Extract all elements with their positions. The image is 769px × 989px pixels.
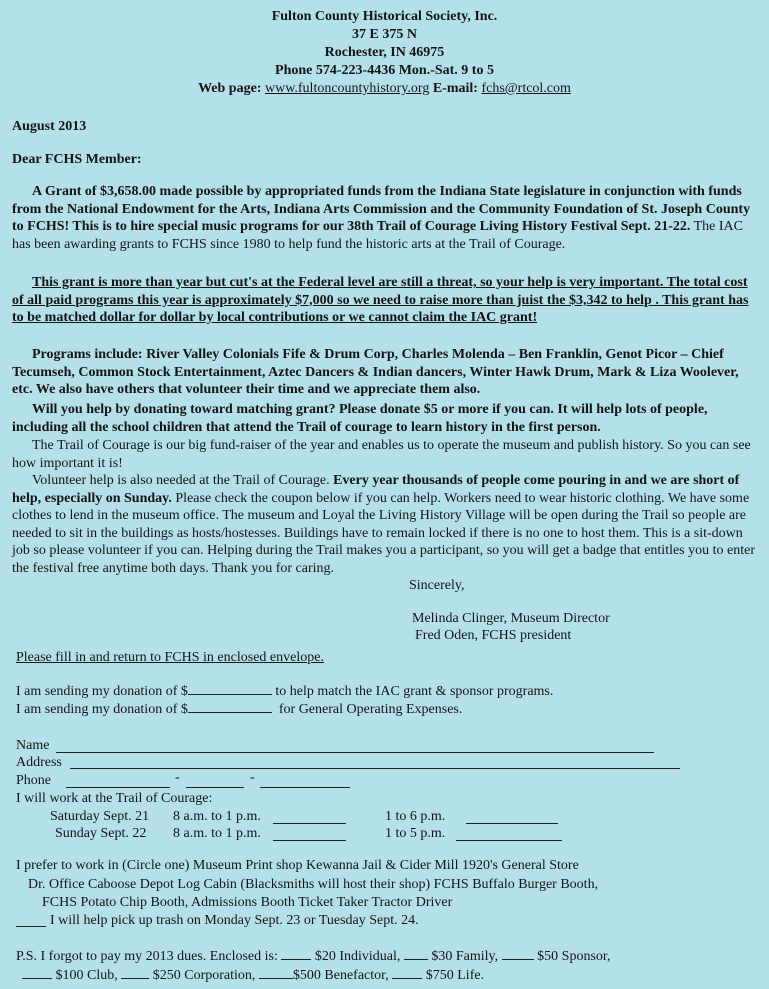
org-city: Rochester, IN 46975 xyxy=(324,45,445,60)
dues-100-field[interactable] xyxy=(22,966,52,979)
donation-iac-label: I am sending my donation of $ xyxy=(16,684,188,699)
web-label: Web page: xyxy=(198,81,265,96)
paragraph-urgent: This grant is more than year but cut's at the Federal level are still a threat, so your help is very important. The total cost of all paid programs this year is approximately $7,000 so we need to raise more than juist the $3,342 to help . This grant has to be matched dollar for dollar by local contributions or we cannot claim the IAC grant! xyxy=(12,275,749,325)
dues-100-label: $100 Club, xyxy=(55,968,118,983)
paragraph-volunteer xyxy=(12,472,757,577)
dues-750-label: $750 Life. xyxy=(425,968,485,983)
paragraph-programs: Programs include: River Valley Colonials Fife & Drum Corp, Charles Molenda – Ben Franklin, Genot Picor – Chief Tecumseh, Common Stock Entertainment, Aztec Dancers & Indian dancers, Winter Hawk Drum, Mark & Liza Woolever, etc. We also have others that volunteer their time and we appreciate them also. xyxy=(12,347,739,397)
prefer-line-3: FCHS Potato Chip Booth, Admissions Booth Ticket Taker Tractor Driver xyxy=(42,895,453,910)
signature-president: Fred Oden, FCHS president xyxy=(415,628,572,643)
grant-text-bold: A Grant of $3,658.00 made possible by appropriated funds from the Indiana State legislature in conjunction with funds from the National Endowment for the Arts, Indiana Arts Commission and the Community Foundation of St. Joseph County to FCHS! This is to hire special music programs for our 38th Trail of Courage Living History Festival Sept. 21-22. xyxy=(12,184,751,234)
dues-30-label: $30 Family, xyxy=(431,949,499,964)
phone-dash-1: - xyxy=(175,770,180,785)
org-web-line xyxy=(0,80,769,98)
dues-250-label: $250 Corporation, xyxy=(152,968,256,983)
ps-line-1 xyxy=(16,947,611,965)
address-field[interactable] xyxy=(70,768,680,769)
dues-20-field[interactable] xyxy=(281,947,311,960)
address-label: Address xyxy=(16,755,62,770)
paragraph-donate: Will you help by donating toward matching grant? Please donate $5 or more if you can. It will help lots of people, including all the school children that attend the Trail of courage to learn history in the first person. xyxy=(12,402,708,435)
phone-prefix-field[interactable] xyxy=(186,787,244,788)
donation-general-purpose: for General Operating Expenses. xyxy=(278,702,463,717)
grant-text-normal: The IAC has been awarding grants to FCHS since 1980 to help fund the historic arts at the Trail of Courage. xyxy=(12,219,743,252)
saturday-label: Saturday Sept. 21 xyxy=(50,809,150,824)
sunday-afternoon-label: 1 to 5 p.m. xyxy=(385,826,446,841)
trash-checkbox-field[interactable] xyxy=(16,926,46,927)
donation-iac-purpose: to help match the IAC grant & sponsor programs. xyxy=(275,684,554,699)
saturday-afternoon-label: 1 to 6 p.m. xyxy=(385,809,446,824)
prefer-line-1: I prefer to work in (Circle one) Museum Print shop Kewanna Jail & Cider Mill 1920's General Store xyxy=(16,858,579,873)
phone-area-field[interactable] xyxy=(66,787,170,788)
sunday-morning-label: 8 a.m. to 1 p.m. xyxy=(173,826,261,841)
sunday-afternoon-field[interactable] xyxy=(456,840,562,841)
paragraph-grant xyxy=(12,183,757,253)
saturday-afternoon-field[interactable] xyxy=(466,823,558,824)
phone-number-field[interactable] xyxy=(260,787,350,788)
salutation: Dear FCHS Member: xyxy=(12,152,142,167)
dues-30-field[interactable] xyxy=(404,947,428,960)
email-label: E-mail: xyxy=(429,81,482,96)
ps-line-2 xyxy=(22,966,484,984)
paragraph-fundraiser: The Trail of Courage is our big fund-raiser of the year and enables us to operate the museum and publish history. So you can see how important it is! xyxy=(12,438,751,471)
work-label: I will work at the Trail of Courage: xyxy=(16,791,213,806)
dues-500-field[interactable] xyxy=(259,966,293,979)
donation-line-general xyxy=(16,700,462,718)
dues-50-field[interactable] xyxy=(502,947,534,960)
web-link[interactable]: www.fultoncountyhistory.org xyxy=(264,81,430,96)
dues-750-field[interactable] xyxy=(392,966,422,979)
dues-250-field[interactable] xyxy=(121,966,149,979)
coupon-header: Please fill in and return to FCHS in enclosed envelope. xyxy=(16,650,324,665)
saturday-morning-field[interactable] xyxy=(273,823,346,824)
trash-line: I will help pick up trash on Monday Sept. 23 or Tuesday Sept. 24. xyxy=(50,913,419,928)
volunteer-bold: Every year thousands of people come pouring in and we are short of help, especially on Sunday. xyxy=(12,473,740,506)
donation-general-amount-field[interactable] xyxy=(188,700,272,713)
closing: Sincerely, xyxy=(409,578,465,593)
letter-date: August 2013 xyxy=(12,119,87,134)
email-link[interactable]: fchs@rtcol.com xyxy=(481,81,571,96)
phone-label: Phone xyxy=(16,773,51,788)
org-name: Fulton County Historical Society, Inc. xyxy=(271,9,498,24)
dues-20-label: $20 Individual, xyxy=(314,949,401,964)
sunday-morning-field[interactable] xyxy=(273,840,346,841)
org-phone: Phone 574-223-4436 Mon.-Sat. 9 to 5 xyxy=(275,63,494,78)
sunday-label: Sunday Sept. 22 xyxy=(55,826,147,841)
name-field[interactable] xyxy=(56,752,654,753)
donation-iac-amount-field[interactable] xyxy=(188,682,272,695)
name-label: Name xyxy=(16,738,50,753)
donation-line-iac xyxy=(16,682,553,700)
ps-intro: P.S. I forgot to pay my 2013 dues. Enclosed is: xyxy=(16,949,278,964)
phone-dash-2: - xyxy=(250,770,255,785)
dues-50-label: $50 Sponsor, xyxy=(537,949,611,964)
volunteer-intro: Volunteer help is also needed at the Trail of Courage. xyxy=(32,473,334,488)
org-street: 37 E 375 N xyxy=(352,27,417,42)
signature-director: Melinda Clinger, Museum Director xyxy=(412,611,610,626)
prefer-line-2: Dr. Office Caboose Depot Log Cabin (Blacksmiths will host their shop) FCHS Buffalo Burger Booth, xyxy=(28,877,599,892)
volunteer-details: Please check the coupon below if you can help. Workers need to wear historic clothing. We have some clothes to lend in the museum office. The museum and Loyal the Living History Village will be open during the Trail so people are needed to sit in the buildings as hosts/hostesses. Buildings have to remain locked if there is no one to host them. This is a sit-down job so please volunteer if you can. Helping during the Trail makes you a participant, so you will get a badge that entitles you to enter the festival free anytime both days. Thank you for caring. xyxy=(12,490,755,576)
dues-500-label: $500 Benefactor, xyxy=(292,968,389,983)
donation-general-label: I am sending my donation of $ xyxy=(16,702,188,717)
saturday-morning-label: 8 a.m. to 1 p.m. xyxy=(173,809,261,824)
